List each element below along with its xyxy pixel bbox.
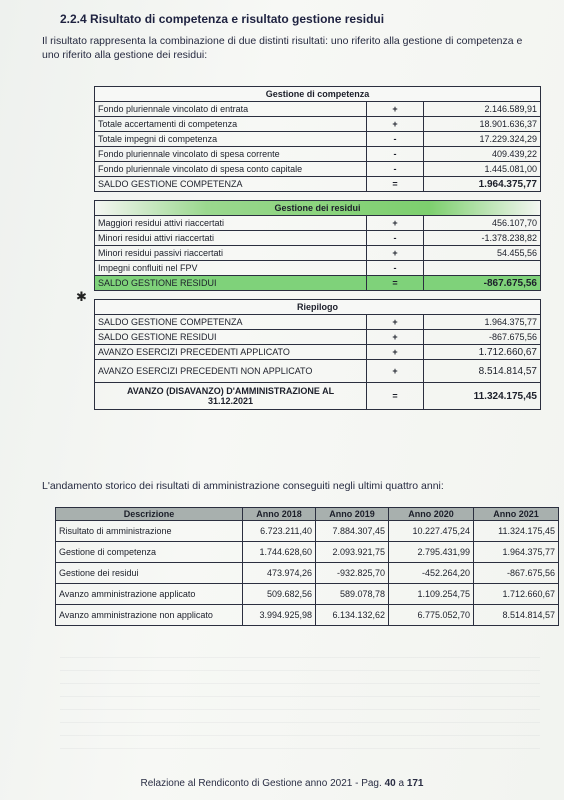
intro-paragraph bbox=[42, 34, 554, 62]
grand-total-label-2: 31.12.2021 bbox=[207, 396, 254, 406]
table-row: Impegni confluiti nel FPV - bbox=[95, 261, 541, 276]
table-row: Fondo pluriennale vincolato di spesa conto capitale - 1.445.081,00 bbox=[95, 162, 541, 177]
table-header-row: Descrizione Anno 2018 Anno 2019 Anno 2020 Anno 2021 bbox=[56, 508, 559, 521]
table-row: Avanzo amministrazione non applicato 3.994.925,98 6.134.132,62 6.775.052,70 8.514.814,57 bbox=[56, 605, 559, 626]
results-table bbox=[94, 86, 541, 410]
intro-line-2: uno riferito alla gestione dei residui: bbox=[42, 49, 208, 61]
table-row: Totale accertamenti di competenza + 18.901.636,37 bbox=[95, 117, 541, 132]
total-row-highlighted: SALDO GESTIONE RESIDUI = -867.675,56 bbox=[95, 276, 541, 291]
table-row: SALDO GESTIONE RESIDUI + -867.675,56 bbox=[95, 330, 541, 345]
table-row: Maggiori residui attivi riaccertati + 456.107,70 bbox=[95, 216, 541, 231]
table-row: Minori residui passivi riaccertati + 54.455,56 bbox=[95, 246, 541, 261]
residui-header: Gestione dei residui bbox=[95, 201, 541, 216]
intro-line-1: Il risultato rappresenta la combinazione di due distinti risultati: uno riferito alla gestione di competenza e bbox=[42, 35, 523, 47]
table-row: Gestione di competenza 1.744.628,60 2.093.921,75 2.795.431,99 1.964.375,77 bbox=[56, 542, 559, 563]
table-row: AVANZO ESERCIZI PRECEDENTI APPLICATO + 1.712.660,67 bbox=[95, 345, 541, 360]
competenza-header: Gestione di competenza bbox=[95, 87, 541, 102]
table-row: Gestione dei residui 473.974,26 -932.825,70 -452.264,20 -867.675,56 bbox=[56, 563, 559, 584]
grand-total-row: AVANZO (DISAVANZO) D'AMMINISTRAZIONE AL 31.12.2021 = 11.324.175,45 bbox=[95, 383, 541, 410]
page-number: 40 bbox=[384, 778, 396, 789]
storico-intro: L'andamento storico dei risultati di amministrazione conseguiti negli ultimi quattro anni: bbox=[42, 480, 444, 492]
table-row: Avanzo amministrazione applicato 509.682,56 589.078,78 1.109.254,75 1.712.660,67 bbox=[56, 584, 559, 605]
table-row: SALDO GESTIONE COMPETENZA + 1.964.375,77 bbox=[95, 315, 541, 330]
page-footer: Relazione al Rendiconto di Gestione anno 2021 - Pag. 40 a 171 bbox=[140, 778, 424, 789]
riepilogo-header: Riepilogo bbox=[95, 300, 541, 315]
table-row: Risultato di amministrazione 6.723.211,40 7.884.307,45 10.227.475,24 11.324.175,45 bbox=[56, 521, 559, 542]
table-row: Minori residui attivi riaccertati - -1.378.238,82 bbox=[95, 231, 541, 246]
table-row: AVANZO ESERCIZI PRECEDENTI NON APPLICATO + 8.514.814,57 bbox=[95, 360, 541, 383]
table-row: Totale impegni di competenza - 17.229.324,29 bbox=[95, 132, 541, 147]
total-row: SALDO GESTIONE COMPETENZA = 1.964.375,77 bbox=[95, 177, 541, 192]
history-table bbox=[55, 507, 559, 626]
grand-total-label-1: AVANZO (DISAVANZO) D'AMMINISTRAZIONE AL bbox=[126, 386, 335, 396]
table-row: Fondo pluriennale vincolato di spesa corrente - 409.439,22 bbox=[95, 147, 541, 162]
bleed-through-texture bbox=[60, 645, 540, 755]
table-row: Fondo pluriennale vincolato di entrata + 2.146.589,91 bbox=[95, 102, 541, 117]
page-total: 171 bbox=[406, 778, 424, 789]
asterisk-mark-icon: ✱ bbox=[76, 289, 87, 304]
section-heading: 2.2.4 Risultato di competenza e risultato gestione residui bbox=[60, 12, 385, 26]
